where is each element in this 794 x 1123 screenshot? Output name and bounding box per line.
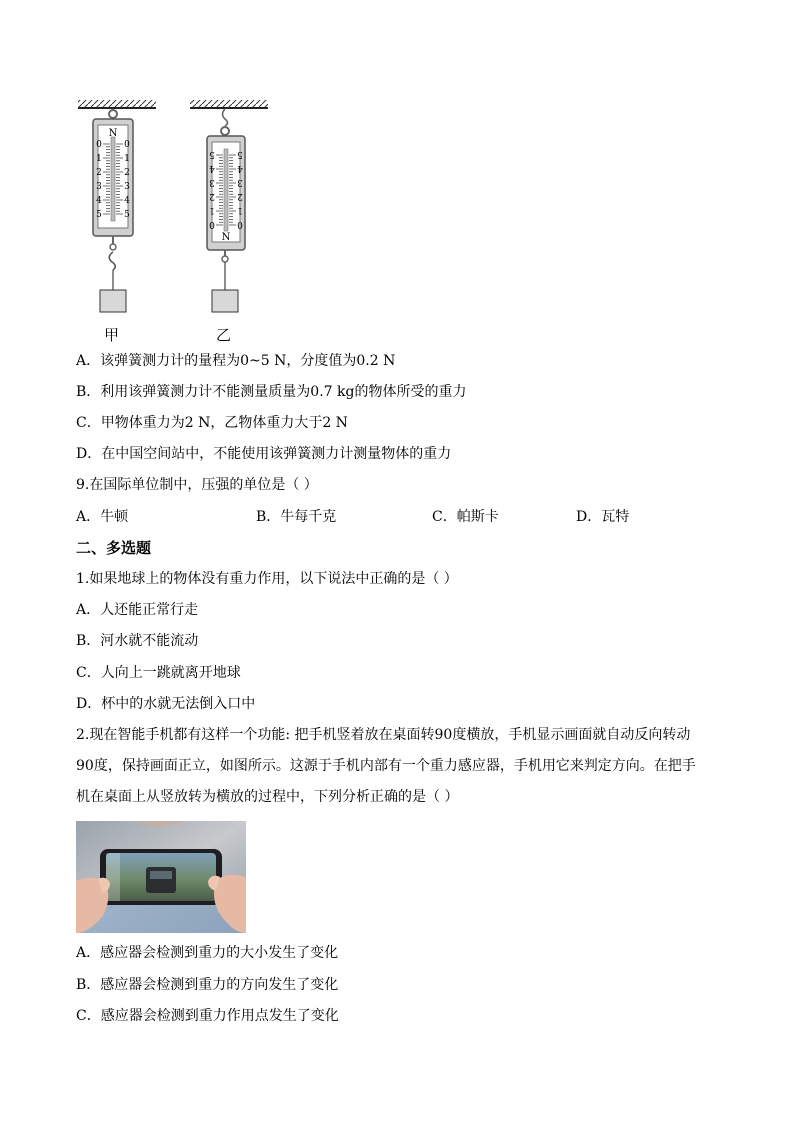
q9-option-a: A．牛顿 bbox=[76, 509, 129, 525]
mq2-stem-line-2: 90度，保持画面正立，如图所示。这源于手机内部有一个重力感应器，手机用它来判定方向。在把手 bbox=[76, 758, 696, 774]
scale-number: 3 bbox=[96, 182, 102, 192]
scale-number: 5 bbox=[237, 149, 243, 159]
scale-number: 3 bbox=[124, 182, 130, 192]
phone-photo-drawing bbox=[76, 821, 246, 933]
scale-number: 2 bbox=[237, 191, 243, 201]
q8-option-b: B．利用该弹簧测力计不能测量质量为0.7 kg的物体所受的重力 bbox=[76, 384, 467, 400]
scale-number: 4 bbox=[237, 163, 243, 173]
scale-number: 4 bbox=[209, 163, 215, 173]
mq2-stem-line-3: 机在桌面上从竖放转为横放的过程中，下列分析正确的是（ ） bbox=[76, 789, 459, 805]
q8-option-a: A．该弹簧测力计的量程为0~5 N，分度值为0.2 N bbox=[76, 353, 396, 369]
scale-number: 1 bbox=[237, 205, 243, 215]
mq1-option-a: A．人还能正常行走 bbox=[76, 602, 199, 618]
scale-number: 5 bbox=[96, 210, 102, 220]
svg-text:N: N bbox=[221, 232, 231, 243]
q9-option-d: D．瓦特 bbox=[576, 509, 630, 525]
scale-number: 1 bbox=[209, 205, 215, 215]
scale-number: 0 bbox=[209, 219, 215, 229]
scale-number: 1 bbox=[96, 154, 102, 164]
scale-number: 5 bbox=[124, 210, 130, 220]
scale-number: 2 bbox=[124, 168, 130, 178]
spring-scale-drawing bbox=[70, 92, 280, 347]
mq1-option-b: B．河水就不能流动 bbox=[76, 633, 199, 649]
scale-number: 2 bbox=[96, 168, 102, 178]
scale-number: 0 bbox=[124, 140, 130, 150]
scale-number: 5 bbox=[209, 149, 215, 159]
spring-scale-figure bbox=[70, 92, 280, 347]
scale-number: 0 bbox=[237, 219, 243, 229]
scale-number: 1 bbox=[124, 154, 130, 164]
mq2-option-b: B．感应器会检测到重力的方向发生了变化 bbox=[76, 977, 339, 993]
q8-option-d: D．在中国空间站中，不能使用该弹簧测力计测量物体的重力 bbox=[76, 446, 452, 462]
scale-number: 3 bbox=[237, 177, 243, 187]
label-jia: 甲 bbox=[104, 326, 120, 344]
phone-photo bbox=[76, 821, 246, 933]
mq1-option-c: C．人向上一跳就离开地球 bbox=[76, 665, 241, 681]
q9-option-c: C．帕斯卡 bbox=[432, 509, 499, 525]
spring-scale-right bbox=[207, 109, 245, 312]
scale-number: 4 bbox=[124, 196, 130, 206]
mq2-option-c: C．感应器会检测到重力作用点发生了变化 bbox=[76, 1008, 339, 1024]
section-title-multiple-choice: 二、多选题 bbox=[76, 539, 152, 557]
scale-number: 2 bbox=[209, 191, 215, 201]
svg-text:N: N bbox=[108, 128, 118, 139]
scale-number: 3 bbox=[209, 177, 215, 187]
spring-scale-left bbox=[93, 110, 133, 312]
scale-number: 4 bbox=[96, 196, 102, 206]
mq1-stem: 1.如果地球上的物体没有重力作用，以下说法中正确的是（ ） bbox=[76, 571, 458, 587]
label-yi: 乙 bbox=[216, 326, 232, 344]
mq2-stem-line-1: 2.现在智能手机都有这样一个功能: 把手机竖着放在桌面转90度横放，手机显示画面就自动反向转动 bbox=[76, 727, 691, 743]
q9-stem: 9.在国际单位制中，压强的单位是（ ） bbox=[76, 477, 318, 493]
ceiling-left bbox=[78, 100, 156, 108]
scale-number: 0 bbox=[96, 140, 102, 150]
q8-option-c: C．甲物体重力为2 N，乙物体重力大于2 N bbox=[76, 415, 348, 431]
mq2-option-a: A．感应器会检测到重力的大小发生了变化 bbox=[76, 945, 339, 961]
ceiling-right bbox=[190, 100, 268, 108]
q9-option-b: B．牛每千克 bbox=[256, 509, 337, 525]
mq1-option-d: D．杯中的水就无法倒入口中 bbox=[76, 696, 256, 712]
